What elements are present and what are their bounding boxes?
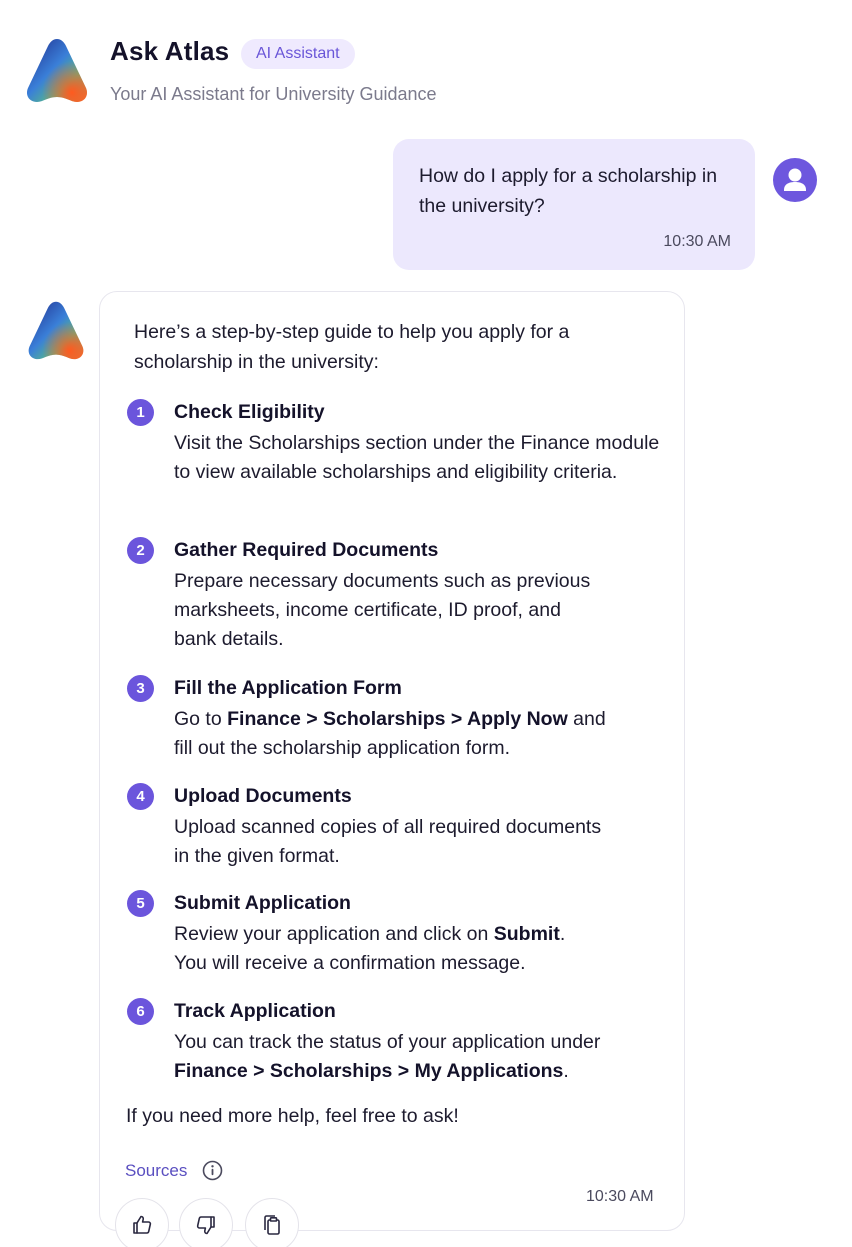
step-description-line: You can track the status of your application under: [174, 1031, 601, 1053]
step-number: 2: [127, 537, 154, 564]
step-description-line: in the given format.: [174, 845, 340, 867]
step-number: 6: [127, 998, 154, 1025]
copy-icon: [260, 1213, 284, 1237]
step-description-text: and: [573, 708, 606, 730]
assistant-closing-text: If you need more help, feel free to ask!: [126, 1105, 459, 1127]
step-description: [174, 567, 664, 654]
navigation-path: Finance > Scholarships > My Applications: [174, 1060, 564, 1082]
assistant-avatar-icon: [25, 299, 87, 361]
info-icon[interactable]: [202, 1160, 223, 1181]
step-title: Check Eligibility: [174, 401, 325, 423]
step-description-text: Go to: [174, 708, 222, 730]
step-description-line: Prepare necessary documents such as previous: [174, 570, 591, 592]
user-message-bubble: [393, 139, 755, 270]
ai-assistant-badge: AI Assistant: [241, 39, 355, 69]
atlas-logo-icon: [25, 36, 89, 104]
step-title: Upload Documents: [174, 785, 352, 807]
step-number: 4: [127, 783, 154, 810]
sources-link[interactable]: Sources: [125, 1161, 188, 1180]
step-description: [174, 920, 664, 978]
step-title: Gather Required Documents: [174, 539, 439, 561]
thumbs-down-button[interactable]: [179, 1198, 233, 1247]
step-number: 1: [127, 399, 154, 426]
step-description-line: You will receive a confirmation message.: [174, 952, 526, 974]
step-description-text: .: [563, 1060, 569, 1082]
user-avatar[interactable]: [773, 158, 817, 202]
step-description-text: Review your application and click on: [174, 923, 489, 945]
thumbs-up-button[interactable]: [115, 1198, 169, 1247]
step-number: 3: [127, 675, 154, 702]
navigation-path: Finance > Scholarships > Apply Now: [227, 708, 568, 730]
step-description-line: fill out the scholarship application form.: [174, 737, 511, 759]
step-description-text: .: [559, 923, 566, 945]
user-message-time: 10:30 AM: [663, 233, 731, 250]
step-description: [174, 705, 664, 763]
page-subtitle: Your AI Assistant for University Guidance: [110, 84, 437, 104]
step-title: Submit Application: [174, 892, 351, 914]
user-icon: [773, 158, 817, 202]
step-description-line: bank details.: [174, 628, 284, 650]
assistant-intro-text: Here’s a step-by-step guide to help you apply for a scholarship in the university:: [134, 321, 570, 373]
thumbs-down-icon: [194, 1213, 218, 1237]
step-title: Fill the Application Form: [174, 677, 402, 699]
submit-label: Submit: [493, 923, 560, 945]
step-number: 5: [127, 890, 154, 917]
step-description-line: marksheets, income certificate, ID proof, and: [174, 599, 561, 621]
step-title: Track Application: [174, 1000, 336, 1022]
assistant-message-card: [99, 291, 685, 1231]
step-description: [174, 813, 664, 871]
step-description: [174, 1028, 664, 1086]
copy-button[interactable]: [245, 1198, 299, 1247]
thumbs-up-icon: [130, 1213, 154, 1237]
user-message-text: How do I apply for a scholarship in the university?: [419, 165, 718, 217]
page-title: Ask Atlas: [110, 36, 230, 66]
assistant-message-time: 10:30 AM: [586, 1188, 654, 1205]
step-description: Visit the Scholarships section under the Finance module to view available scholarships and eligibility criteria.: [174, 432, 660, 483]
step-description-line: Upload scanned copies of all required documents: [174, 816, 602, 838]
